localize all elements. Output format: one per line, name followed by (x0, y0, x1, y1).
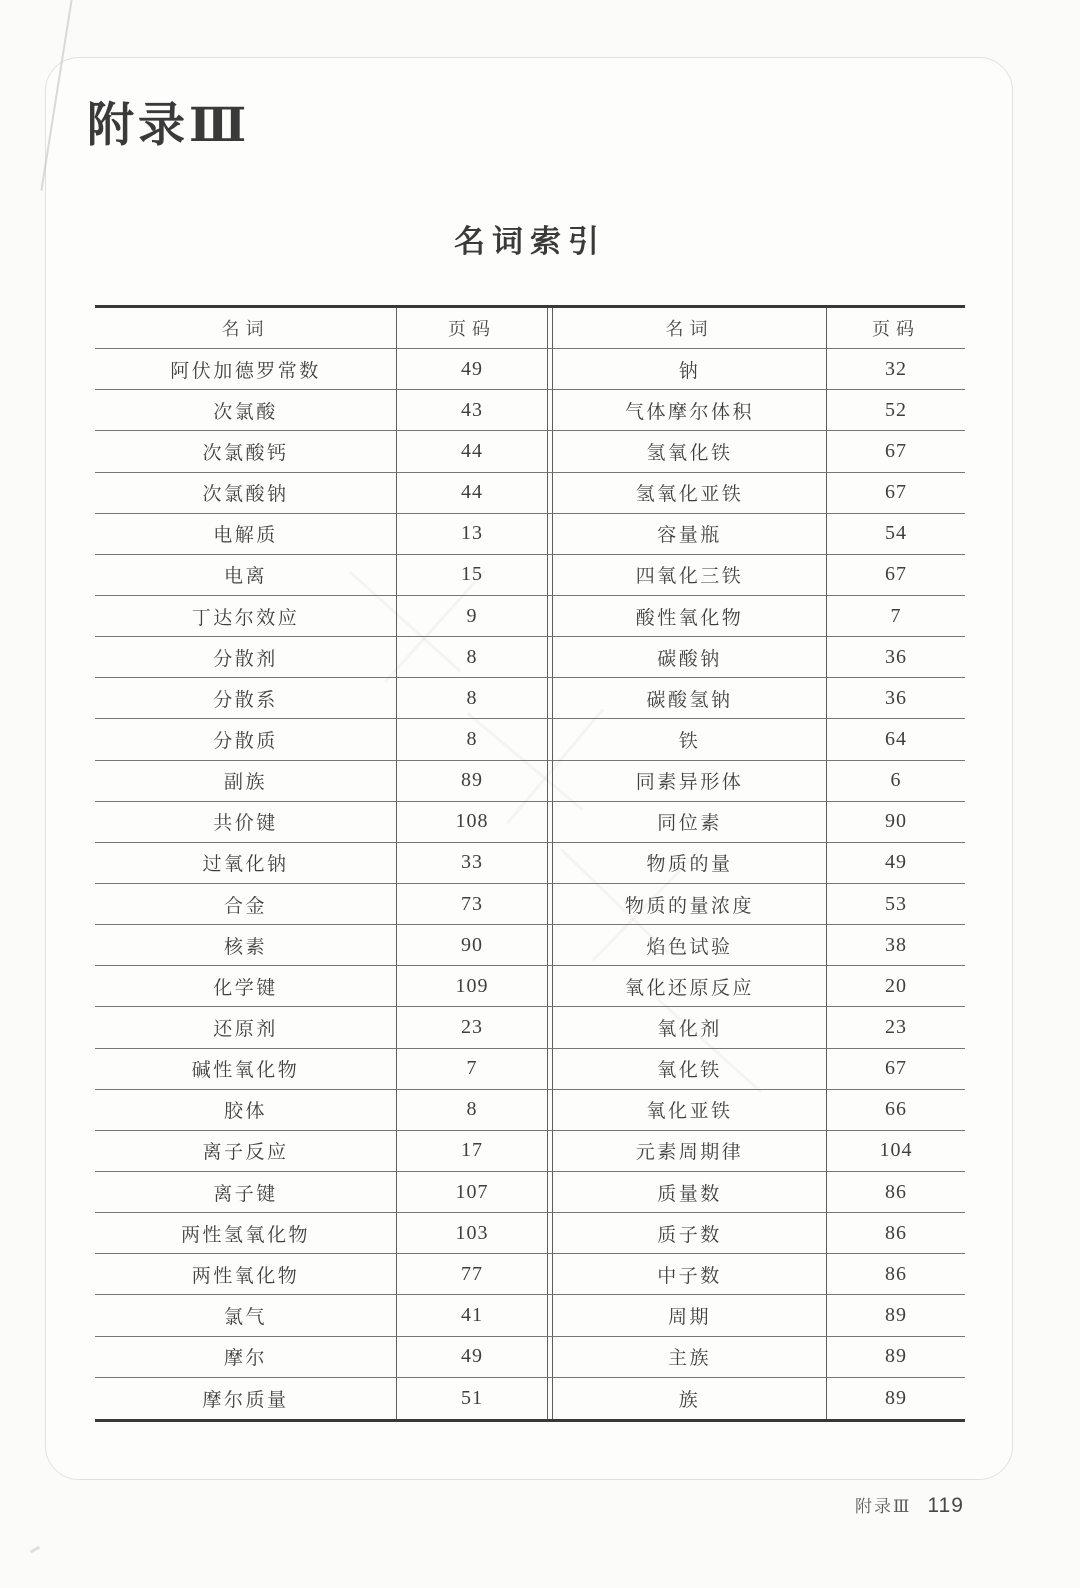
index-page-number: 38 (827, 925, 965, 966)
index-page-number: 90 (827, 802, 965, 843)
index-term: 质子数 (553, 1213, 827, 1254)
index-page-number: 44 (397, 431, 547, 472)
index-page-number: 41 (397, 1295, 547, 1336)
index-page-number: 77 (397, 1254, 547, 1295)
index-page-number: 6 (827, 761, 965, 802)
index-term: 氧化铁 (553, 1049, 827, 1090)
index-term: 气体摩尔体积 (553, 390, 827, 431)
index-page-number: 9 (397, 596, 547, 637)
index-term: 同位素 (553, 802, 827, 843)
index-page-number: 67 (827, 473, 965, 514)
index-page-number: 20 (827, 966, 965, 1007)
index-page-number: 44 (397, 473, 547, 514)
index-page-number: 49 (397, 1337, 547, 1378)
index-term: 丁达尔效应 (95, 596, 397, 637)
footer-page-number: 119 (927, 1494, 964, 1517)
index-page-number: 107 (397, 1172, 547, 1213)
index-table (95, 305, 965, 1422)
index-term: 氧化剂 (553, 1007, 827, 1048)
index-term: 四氧化三铁 (553, 555, 827, 596)
index-term: 次氯酸 (95, 390, 397, 431)
index-term: 摩尔 (95, 1337, 397, 1378)
column-header-term-left: 名词 (95, 308, 397, 349)
index-page-number: 89 (885, 1386, 907, 1409)
index-page-number: 64 (827, 719, 965, 760)
index-page-number: 53 (827, 884, 965, 925)
index-term: 电解质 (95, 514, 397, 555)
index-term: 合金 (95, 884, 397, 925)
index-term: 铁 (553, 719, 827, 760)
index-page-number: 23 (397, 1007, 547, 1048)
index-page-number: 86 (827, 1254, 965, 1295)
index-page-number: 36 (827, 637, 965, 678)
index-page-number: 86 (827, 1213, 965, 1254)
index-term: 同素异形体 (553, 761, 827, 802)
index-term: 焰色试验 (553, 925, 827, 966)
index-term: 元素周期律 (553, 1131, 827, 1172)
index-page-number: 8 (397, 1090, 547, 1131)
index-term: 酸性氧化物 (553, 596, 827, 637)
index-term: 次氯酸钙 (95, 431, 397, 472)
index-page-number: 89 (397, 761, 547, 802)
index-page-number: 36 (827, 678, 965, 719)
index-term: 碱性氧化物 (95, 1049, 397, 1090)
index-term: 两性氢氧化物 (95, 1213, 397, 1254)
index-term: 氢氧化铁 (553, 431, 827, 472)
index-term: 氯气 (95, 1295, 397, 1336)
index-page-number: 90 (397, 925, 547, 966)
index-term: 主族 (553, 1337, 827, 1378)
index-term: 过氧化钠 (95, 843, 397, 884)
index-page-number: 13 (397, 514, 547, 555)
index-page-number: 8 (397, 719, 547, 760)
column-header-page-right: 页码 (827, 308, 965, 349)
index-heading: 名词索引 (454, 224, 606, 259)
index-term: 电离 (95, 555, 397, 596)
index-page-number: 8 (397, 678, 547, 719)
index-page-number: 49 (397, 349, 547, 390)
index-term: 核素 (95, 925, 397, 966)
index-term: 胶体 (95, 1090, 397, 1131)
index-page-number: 108 (397, 802, 547, 843)
index-term: 氢氧化亚铁 (553, 473, 827, 514)
index-page-number: 8 (397, 637, 547, 678)
index-term: 中子数 (553, 1254, 827, 1295)
index-term: 还原剂 (95, 1007, 397, 1048)
index-term: 碳酸钠 (553, 637, 827, 678)
index-term: 离子反应 (95, 1131, 397, 1172)
index-term: 次氯酸钠 (95, 473, 397, 514)
index-page-number: 86 (827, 1172, 965, 1213)
index-page-number: 89 (827, 1295, 965, 1336)
index-term: 分散系 (95, 678, 397, 719)
footer-section-label: 附录Ⅲ (855, 1497, 912, 1516)
index-term: 离子键 (95, 1172, 397, 1213)
page-footer (855, 1492, 1055, 1518)
index-term: 周期 (553, 1295, 827, 1336)
column-header-page-left: 页码 (397, 308, 547, 349)
index-term: 摩尔质量 (95, 1378, 397, 1419)
index-page-number: 109 (397, 966, 547, 1007)
index-page-number: 73 (397, 884, 547, 925)
index-term: 化学键 (95, 966, 397, 1007)
index-page-number: 7 (827, 596, 965, 637)
index-term: 两性氧化物 (95, 1254, 397, 1295)
index-term: 质量数 (553, 1172, 827, 1213)
index-term: 容量瓶 (553, 514, 827, 555)
index-page-number: 23 (827, 1007, 965, 1048)
index-term: 族 (553, 1378, 827, 1419)
index-term: 共价键 (95, 802, 397, 843)
index-page-number: 33 (397, 843, 547, 884)
index-term: 碳酸氢钠 (553, 678, 827, 719)
index-term: 物质的量浓度 (553, 884, 827, 925)
index-page-number: 15 (397, 555, 547, 596)
index-page-number: 52 (827, 390, 965, 431)
scan-artifact-mark (30, 1546, 40, 1554)
index-page-number: 32 (827, 349, 965, 390)
index-term: 钠 (553, 349, 827, 390)
index-page-number: 104 (827, 1131, 965, 1172)
index-page-number: 51 (461, 1386, 483, 1409)
index-page-number: 17 (397, 1131, 547, 1172)
index-page-number: 89 (827, 1337, 965, 1378)
index-page-number: 67 (827, 555, 965, 596)
index-page-number: 67 (827, 431, 965, 472)
index-page-number: 7 (397, 1049, 547, 1090)
index-term: 氧化还原反应 (553, 966, 827, 1007)
index-term: 副族 (95, 761, 397, 802)
index-page-number: 54 (827, 514, 965, 555)
index-term: 氧化亚铁 (553, 1090, 827, 1131)
column-header-term-right: 名词 (553, 308, 827, 349)
index-page-number: 66 (827, 1090, 965, 1131)
index-page-number: 67 (827, 1049, 965, 1090)
index-term: 阿伏加德罗常数 (95, 349, 397, 390)
index-term: 分散剂 (95, 637, 397, 678)
index-term: 分散质 (95, 719, 397, 760)
index-term: 物质的量 (553, 843, 827, 884)
appendix-title: 附录Ⅲ (87, 100, 251, 152)
index-page-number: 49 (827, 843, 965, 884)
index-page-number: 103 (397, 1213, 547, 1254)
index-page-number: 43 (397, 390, 547, 431)
